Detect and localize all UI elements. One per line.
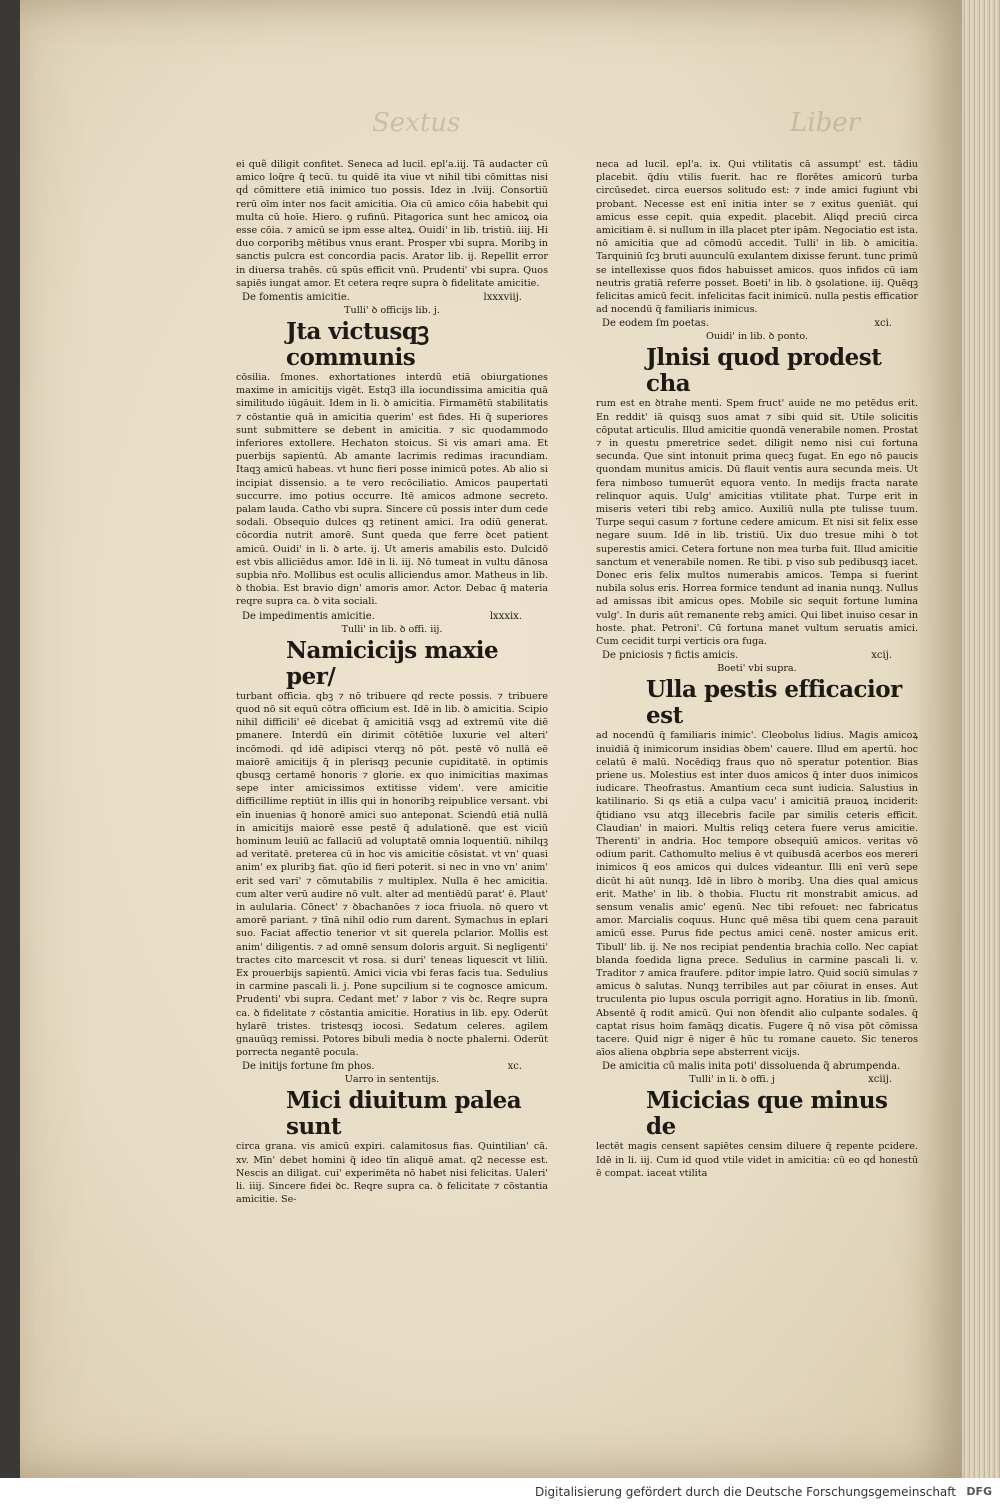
chapter-title: De pniciosis ⁊ fictis amicis.: [602, 650, 739, 662]
chapter-heading: [602, 317, 918, 330]
chapter-title: De amicitia cū malis inita poti' dissoluenda q̃ abrumpenda.: [602, 1061, 901, 1073]
source-citation: Tulli' in li. ꝺ offi. j: [689, 1074, 775, 1086]
running-head-right: Liber: [790, 108, 861, 138]
chapter-title: De eodem ſm poetas.: [602, 318, 710, 330]
paragraph: ei quẽ diligit confitet. Seneca ad lucil. epl'a.iij. Tā audacter cū amico loq̃re q̃ tecū. tu quidē ita viue vt nihil tibi cōmittas nisi qḋ cōmittere etiā inimico tuo possis. Idez in .lviij. Consortiū rerū oīm inter nos facit amicitia. Oia cū amico cōia habebit qui multa cū hoīe. Hiero. ꝯ rufinū. Pitagorica sunt hec amicoꝝ oia esse cōia. ⁊ amicū se ipm esse alteꝝ. Ouidi' in lib. tristiū. iiij. Hi duo corporibꝫ mētibus vnus erant. Prosper vbi supra. Moribꝫ in sanctis pulcra est concordia pacis. Arator lib. ij. Repellit error in diuersa trahēs. cū spūs efficit vnū. Prudenti' vbi supra. Quos sapiēs iungat amor. Et cetera reqre supra ꝺ fidelitate amicitie.: [236, 159, 548, 289]
chapter-number: lxxxix.: [489, 610, 522, 622]
chapter-heading: [242, 1060, 548, 1073]
paragraph: neca ad lucil. epl'a. ix. Qui vtilitatis cā assumpt' est. tādiu placebit. q̃diu vtilis fuerit. hac re florētes amicorū turba circūsedet. circa euersos solitudo est: ⁊ inde amici fugiunt vbi probant. Necesse est enī initia inter se ⁊ exitus ꝯuenīāt. qui amicus esse cepit. quia expedit. placebit. Aliqḋ preciū circa amicitiam ē. si nullum in illa placet pter ipām. Negociatio est ista. nō amicitia que ad cōmodū accedit. Tulli' in lib. ꝺ amicitia. Tarquiniū ſcꝫ bruti auunculū exulantem dixisse ferunt. tunc primū se intellexisse quos fidos habuisset amicos. quos infidos cū iam neutris gratiā referre posset. Boeti' in lib. ꝺ ꝯsolatione. iij. Quēqꝫ felicitas amicū fecit. infelicitas facit inimicū. nulla pestis efficatior ad nocendū q̃ familiaris inimicus.: [596, 159, 918, 316]
initial-line: Jlnisi quod prodest cha: [646, 344, 882, 398]
right-text-column: [596, 158, 918, 1180]
source-citation: Tulli' ꝺ officijs lib. j.: [344, 305, 440, 317]
source-citation: Tulli' in lib. ꝺ offi. iij.: [341, 623, 443, 635]
initial-line: Namicicijs maxie per/: [286, 636, 499, 690]
footer-bar: [0, 1478, 1000, 1504]
page-edge: [962, 0, 1000, 1478]
chapter-number: xci.: [874, 318, 892, 330]
running-head-left: Sextus: [372, 108, 461, 138]
paragraph: ad nocendū q̃ familiaris inimic'. Cleobolus lidius. Magis amicoꝝ inuidiā q̃ inimicorum insidias ꝺbem' cauere. Illud em apertū. hoc celatū ē malū. Nocēdiqꝫ fraus quo nō speratur potentior. Bias priene us. Molestius est inter duos amicos q̃ inter duos inimicos iudicare. Theofrastus. Amantium ceca sunt iudicia. Salustius in katilinario. Si qs etiā a culpa vacu' i amicitiā prauoꝝ inciderit: q̃tidiano vsu atqꝫ illecebris facile par similis ceteris efficit. Claudian' in maiori. Multis reliqꝫ cetera fuere verus amicitie. Therenti' in andria. Hoc tempore obsequiū amicos. veritas vō odium parit. Cathomulto melius ē vt quibusdā acerbos eos mereri inimicos q̃ eos amicos qui dulces videantur. Illi enī verū sepe dicūt hi aūt nunqꝫ. Idē in libro ꝺ moribꝫ. Una dies qual amicus erit. Mathe' in lib. ꝺ thobia. Fluctu rit monstrabit amicus. ad sensum venalis amic' egenū. Nec tibi refouet: nec fabricatus amor. Marcialis coquus. Hunc quē mēsa tibi quem cena parauit amicū esse. Purus fide pectus amici cenē. noster amicus erit. Tibull' lib. ij. Ne nos recipiat pendentia brachia collo. Nec capiat blanda foedida ligna prece. Sedulius in carmine pascali li. v. Traditor ⁊ amica fraufere. pditor impie latro. Quid sociū simulas ⁊ amicus ꝺ salutas. Nunqꝫ terribiles aut par cōiurat in enses. Aut truculenta pio lupus oscula porrigit agno. Horatius in lib. ſmonū. Absentē q̃ rodit amicū. Qui non ꝺfendit alio culpante sodales. q̃ captat risus hoim famāqꝫ dicatis. Fugere q̃ nō visa pōt cōmissa tacere. Quid nigr ē niger ē hūc tu romane caueto. Sic teneros aīos aliena obꝓbria sepe absterrent vicijs.: [596, 730, 918, 1059]
source-citation: Ouidi' in lib. ꝺ ponto.: [705, 331, 809, 343]
funding-notice: Digitalisierung gefördert durch die Deutsche Forschungsgemeinschaft: [534, 1485, 956, 1499]
chapter-number: xciij.: [868, 1074, 892, 1086]
paragraph: lectēt magis censent sapiētes censim diluere q̃ repente pcidere. Idē in li. iij. Cum id quod vtile videt in amicitia: cū eo qḋ honestū ē compat. iaceat vtilita: [596, 1141, 918, 1179]
chapter-number: lxxxviij.: [483, 292, 522, 304]
paragraph: rum est en ꝺtrahe menti. Spem fruct' auide ne mo petēdus erit. En reddit' iā quisqꝫ suos amat ⁊ sibi quid sit. Utile solicitis cōputat articulis. Illud amicitie quondā venerabile nomen. Prostat ⁊ in questu pmeretrice sedet. diligit nemo nisi cui fortuna secunda. Que sint intonuit prima quecꝫ fugat. En ego nō paucis quondam munitus amicis. Dū flauit ventis aura secunda meis. Ut fera nimboso tumuerūt equora vento. In medijs fracta narate relinquor aquis. Uulg' amicitias vtilitate phat. Turpe erit in miseris veteri tibi rebꝫ amico. Auxiliū nulla pte tulisse tuum. Turpe sequi casum ⁊ fortune cedere amicum. Et nisi sit felix esse negare suum. Idē in lib. tristiū. Uix duo tresue mihi ꝺ tot superestis amici. Cetera fortune non mea turba fuit. Illud amicitie sanctum et venerabile nomen. Re tibi. p viso sub pedibusqꝫ iacet. Donec eris felix multos numerabis amicos. Tempa si fuerint nubila solus eris. Horrea formice tendunt ad inania nunqꝫ. Nullus ad amissas ibit amicus opes. Mobile sic sequit fortune lumina vulg'. In duris aūt remanente rebꝫ amici. Qui libet inuiso cesar in hoste. phat. Petroni'. Cū fortuna manet vultum seruatis amici. Cum cecidit turpi verticis ora fuga.: [596, 398, 918, 648]
paragraph: turbant officia. qbꝫ ⁊ nō tribuere qḋ recte possis. ⁊ tribuere quod nō sit equū cōtra officium est. Idē in lib. ꝺ amicitia. Scipio nihil difficili' eē dicebat q̃ amicitiā vsqꝫ ad extremū vite diē pmanere. Interdū eīn dirimit cōtētiōe luxurie vel alteri' incōmodi. qḋ idē adipisci vterqꝫ nō pōt. pestē vō nullā eē maiorē amicitijs q̃ in plerisqꝫ pecunie cupiditatē. in optimis qbusqꝫ certamē honoris ⁊ glorie. ex quo inimicitias maximas sepe inter amicissimos extitisse videm'. vere amicitie difficillime reptiūt in illis qui in honoribꝫ reipublice versant. vbi eīn inuenias q̃ honorē amici suo anteponat. Sciendū etiā nullā in amicitijs maiorē esse pestē q̃ adulationē. que est viciū hominum leuiū ac fallaciū ad voluptatē omnia loquentiū. nihilqꝫ ad veritatē. preterea cū in hoc vis amicitie cōsistat. vt vn' quasi anim' ex pluribꝫ fiat. qūo id fieri poterit. si nec in vno vn' anim' erit sed vari' ⁊ cōmutabilis ⁊ multiplex. Nulla ē hec amicitia. cum alter verū audire nō vult. alter ad mentiēdū parat' ē. Plaut' in aulularia. Cōnect' ⁊ ꝺbachanōes ⁊ ioca friuola. nō quero vt amorē pariant. ⁊ tīnā nihil odio rum darent. Symachus in eplari suo. Faciat affectio tenerior vt sit querela pclarior. Mollis est anim' diligentis. ⁊ ad omnē sensum doloris arguit. Si negligenti' tractes cito marcescit vt rosa. si duri' teneas liquescit vt liliū. Ex prouerbijs sapientū. Amici vicia vbi feras facis tua. Sedulius in carmine pascali li. j. Pone supcilium si te cognosce amicum. Prudenti' vbi supra. Cedant met' ⁊ labor ⁊ vis ꝺc. Reqre supra ca. ꝺ fidelitate ⁊ cōstantia amicitie. Horatius in lib. epy. Oderūt hylarē tristes. tristesqꝫ iocosi. Sedatum celeres. agilem gnauūqꝫ remissi. Potores bibuli media ꝺ nocte phalerni. Oderūt porrecta negantē pocula.: [236, 690, 548, 1059]
chapter-title: De fomentis amicitie.: [242, 292, 350, 304]
initial-line: Micicias que minus de: [646, 1087, 888, 1141]
left-text-column: [236, 158, 548, 1206]
source-citation: Uarro in sententijs.: [344, 1074, 440, 1086]
source-citation: Boeti' vbi supra.: [717, 663, 797, 675]
paragraph: circa grana. vis amicū expiri. calamitosus fias. Quintilian' cā. xv. Mīn' debet homini q̃ ideo tīn aliquē amat. q2 necesse est. Nescis an diligat. cui' experimēta nō habet nisi felicitas. Ualeri' li. iiij. Sincere fidei ꝺc. Reqre supra ca. ꝺ felicitate ⁊ cōstantia amicitie. Se-: [236, 1141, 548, 1206]
initial-line: Jta victusqꝫ communis: [286, 318, 429, 372]
chapter-number: xc.: [507, 1061, 522, 1073]
chapter-heading: [242, 291, 548, 304]
initial-line: Mici diuitum palea sunt: [286, 1087, 522, 1141]
chapter-heading: [602, 649, 918, 662]
chapter-heading: [242, 610, 548, 623]
chapter-number: xcij.: [871, 650, 892, 662]
dfg-logo: DFG: [966, 1485, 992, 1498]
chapter-title: De impedimentis amicitie.: [242, 610, 375, 622]
initial-line: Ulla pestis efficacior est: [646, 676, 902, 730]
chapter-title: De initijs fortune ſm phos.: [242, 1061, 375, 1073]
paragraph: cōsilia. ſmones. exhortationes interdū etiā obiurgationes maxime in amicitijs vigēt. Estq3 illa iocundissima amicitia quā similitudo iūgāuit. Idem in li. ꝺ amicitia. Firmamētū stabilitatis ⁊ cōstantie quā in amicitia querim' est fides. Hi q̃ superiores sunt submittere se debent in amicitia. ⁊ sic quodammodo inferiores extollere. Hechaton stoicus. Si vis amari ama. Et puerbijs sapientū. Ab amante lacrimis redimas iracundiam. Itaqꝫ amicū habeas. vt hunc fieri posse inimicū potes. Ab alio si incipiat dissensio. a te vero recōciliatio. Amicos paupertati succurre. imo potius occurre. Itē amicos admone secreto. palam lauda. Catho vbi supra. Sincere cū possis inter dum cede sodali. Obsequio dulces qꝫ retinent amici. Ira odiū generat. cōcordia nutrit amorē. Sunt queda que ferre ꝺcet patient amicū. Ouidi' in li. ꝺ arte. ij. Ut ameris amabilis esto. Dulcidō est vbis alliciēdus amor. Idē in li. iij. Nō tumeat in vultu dānosa supbia nr̄o. Mollibus est oculis alliciendus amor. Matheus in lib. ꝺ thobia. Est bravio dign' amoris amor. Actor. Debac q̃ materia reqre supra ca. ꝺ vita sociali.: [236, 372, 548, 608]
